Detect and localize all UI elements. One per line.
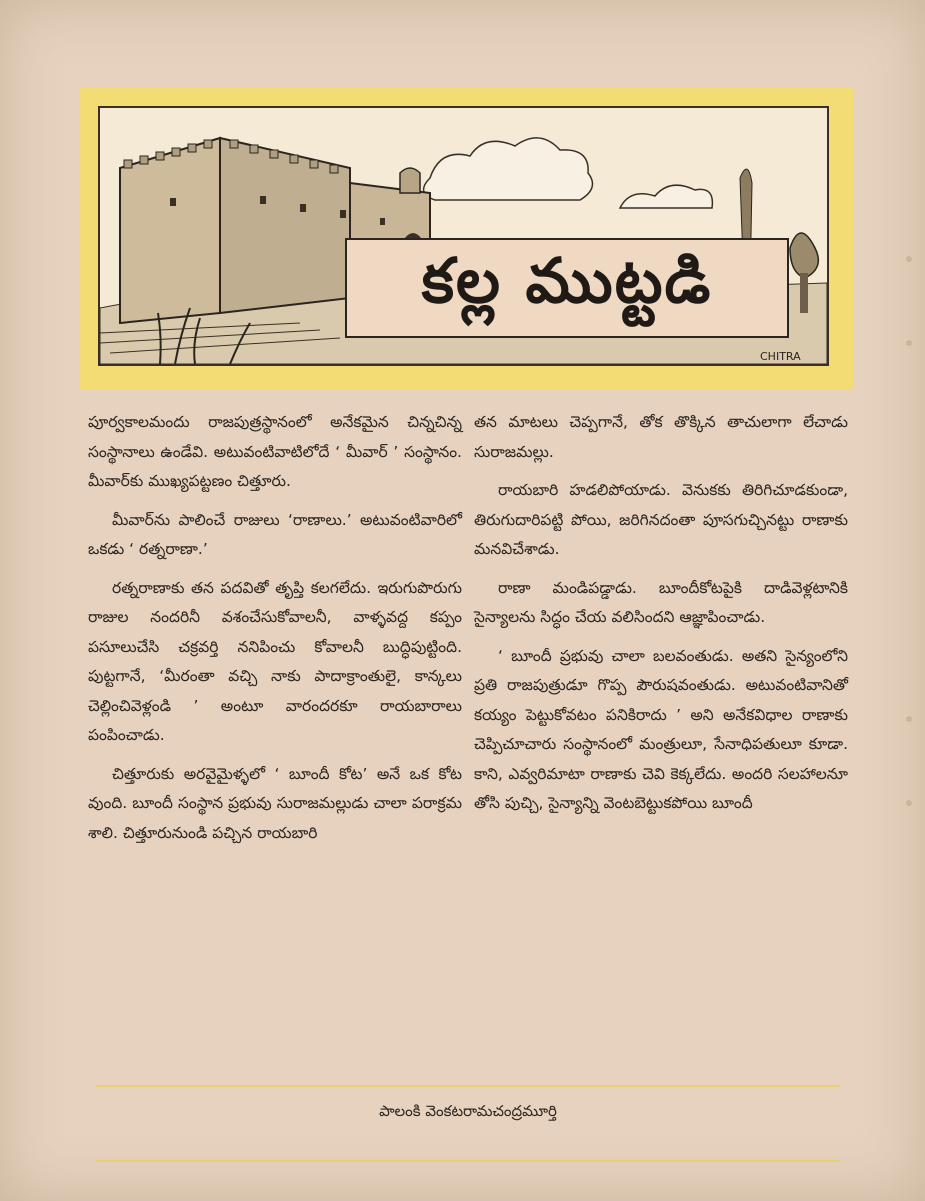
paragraph: తన మాటలు చెప్పగానే, తోక తొక్కిన తాచులాగా లేచాడు సురాజమల్లు. [474,413,848,461]
author-credit: పాలంకి వెంకటరామచంద్రమూర్తి [379,1102,557,1120]
fort-dome [400,168,420,193]
paragraph: రాణా మండిపడ్డాడు. బూందీకోటపైకి దాడివెళ్లటానికి సైన్యాలను సిద్ధం చేయ వలిసిందని ఆజ్ఞాపించాడు. [474,578,848,626]
title-box [345,238,789,338]
footer-rule [96,1085,840,1087]
tree-trunk [800,273,808,313]
page-title: కల్ల ముట్టడి [421,244,713,317]
paragraph: రత్నరాణాకు తన పదవితో తృప్తి కలగలేదు. ఇరుగుపొరుగు రాజుల నందరినీ వశంచేసుకోవాలనీ, వాళ్ళవద్ద కప్పం పసూలుచేసి చక్రవర్తి ననిపించు కోవాలనీ బుద్ధిపుట్టింది. పుట్టగానే, ‘మీరంతా వచ్చి నాకు పాదాక్రాంతులై, కాన్కలు చెల్లించివెళ్లండి ’ అంటూ వారందరకూ రాయబారాలు పంపించాడు. [88,578,462,744]
fort-wall [220,138,350,313]
footer-rule [96,1160,840,1162]
column-right [474,408,848,828]
binding-hole [906,256,912,262]
binding-hole [906,800,912,806]
fort-tower [120,138,220,323]
tree-shape [790,233,818,278]
artist-signature: CHITRA [760,350,801,363]
cloud-shape [424,138,593,200]
cloud-shape [620,185,712,208]
article-body [88,408,858,868]
paragraph: మీవార్‌ను పాలించే రాజులు ‘రాణాలు.’ అటువంటివారిలో ఒకడు ‘ రత్నరాణా.’ [88,510,462,558]
paragraph: రాయబారి హడలిపోయాడు. వెనుకకు తిరిగిచూడకుండా, తిరుగుదారిపట్టి పోయి, జరిగినదంతా పూసగుచ్చినట్టు రాణాకు మనవిచేశాడు. [474,481,848,558]
paragraph: పూర్వకాలమందు రాజపుత్రస్థానంలో అనేకమైన చిన్నచిన్న సంస్థానాలు ఉండేవి. అటువంటివాటిలోదే ‘ మీవార్ ’ సంస్థానం. మీవార్‌కు ముఖ్యపట్టణం చిత్తూరు. [88,413,462,490]
title-banner [80,88,853,390]
binding-hole [906,340,912,346]
paragraph: ‘ బూందీ ప్రభువు చాలా బలవంతుడు. అతని సైన్యంలోని ప్రతి రాజపుత్రుడూ గొప్ప పౌరుషవంతుడు. అటువంటివానితో కయ్యం పెట్టుకోవటం పనికిరాదు ’ అని అనేకవిధాల రాణాకు చెప్పిచూచారు సంస్థానంలో మంత్రులూ, సేనాధిపతులూ కూడా. కాని, ఎవ్వరిమాటా రాణాకు చెవి కెక్కలేదు. అందరి సలహాలనూ తోసి పుచ్చి, సైన్యాన్ని వెంటబెట్టుకపోయి బూందీ [474,646,848,812]
column-left [88,408,462,857]
binding-hole [906,716,912,722]
paragraph: చిత్తూరుకు అరవైమైళ్ళలో ‘ బూందీ కోట’ అనే ఒక కోట వుంది. బూందీ సంస్థాన ప్రభువు సురాజమల్లుడు చాలా పరాక్రమ శాలి. చిత్తూరునుండి పచ్చిన రాయబారి [88,764,462,842]
